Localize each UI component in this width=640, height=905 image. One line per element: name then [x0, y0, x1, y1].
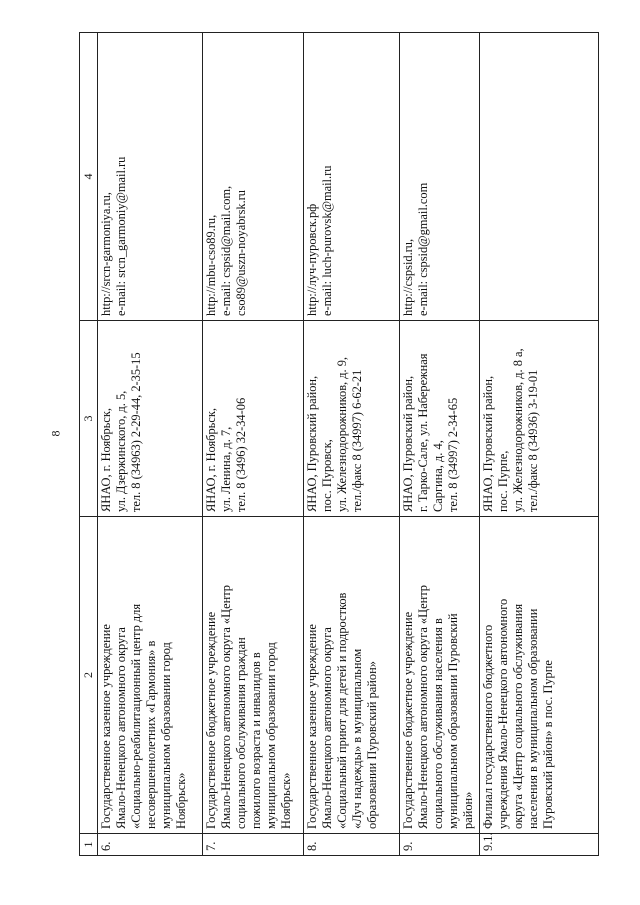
row-number: 9.1.	[480, 834, 599, 856]
institution-address: ЯНАО, Пуровский район, пос. Пуровск, ул. Железнодорожников, д. 9, тел./факс 8 (34997) 6-62-21	[304, 321, 400, 517]
table-row	[400, 33, 480, 856]
row-number: 8.	[304, 834, 400, 856]
institutions-table	[79, 32, 599, 856]
header-row	[80, 33, 98, 856]
institution-contacts: http://cspsid.ru, e-mail: cspsid@gmail.com	[400, 33, 480, 321]
institution-name: Государственное казенное учреждение Ямало-Ненецкого автономного округа «Социально-реабилитационный центр для несовершеннолетних «Гармония» в муниципальном образовании город Ноябрьск»	[98, 517, 203, 834]
institution-contacts	[480, 33, 599, 321]
table-row	[203, 33, 304, 856]
table-row	[98, 33, 203, 856]
institution-name: Государственное бюджетное учреждение Ямало-Ненецкого автономного округа «Центр социального обслуживания населения в муниципальном образовании Пуровский район»	[400, 517, 480, 834]
row-number: 9.	[400, 834, 480, 856]
table-row	[480, 33, 599, 856]
page-number: 8	[48, 430, 63, 437]
row-number: 6.	[98, 834, 203, 856]
institution-name: Государственное бюджетное учреждение Ямало-Ненецкого автономного округа «Центр социального обслуживания граждан пожилого возраста и инвалидов в муниципальном образовании город Ноябрьск»	[203, 517, 304, 834]
institution-contacts: http://srcn-garmoniya.ru, e-mail: srcn_garmoniy@mail.ru	[98, 33, 203, 321]
column-header-2: 2	[80, 517, 98, 834]
table-row	[304, 33, 400, 856]
column-header-3: 3	[80, 321, 98, 517]
rotated-table-page	[79, 33, 605, 856]
column-header-4: 4	[80, 33, 98, 321]
institution-contacts: http://луч-пуровск.рф e-mail: luch-purovsk@mail.ru	[304, 33, 400, 321]
row-number: 7.	[203, 834, 304, 856]
institution-address: ЯНАО, Пуровский район, пос. Пурпе, ул. Железнодорожников, д. 8 а, тел./факс 8 (34936) 3-19-01	[480, 321, 599, 517]
institution-address: ЯНАО, г. Ноябрьск, ул. Ленина, д. 7, тел. 8 (3496) 32-34-06	[203, 321, 304, 517]
institution-name: Филиал государственного бюджетного учреждения Ямало-Ненецкого автономного округа «Центр социального обслуживания населения в муниципальном образовании Пуровский район» в пос. Пурпе	[480, 517, 599, 834]
institution-contacts: http://mbu-cso89.ru, e-mail: cspsid@mail.com, cso89@uszn-noyabrsk.ru	[203, 33, 304, 321]
column-header-1: 1	[80, 834, 98, 856]
institution-name: Государственное казенное учреждение Ямало-Ненецкого автономного округа «Социальный приют для детей и подростков «Луч надежды» в муниципальном образовании Пуровский район»	[304, 517, 400, 834]
institution-address: ЯНАО, г. Ноябрьск, ул. Дзержинского, д. 5, тел. 8 (34963) 2-29-44, 2-35-15	[98, 321, 203, 517]
institution-address: ЯНАО, Пуровский район, г. Тарко-Сале, ул. Набережная Саргина, д. 4, тел. 8 (34997) 2-34-65	[400, 321, 480, 517]
